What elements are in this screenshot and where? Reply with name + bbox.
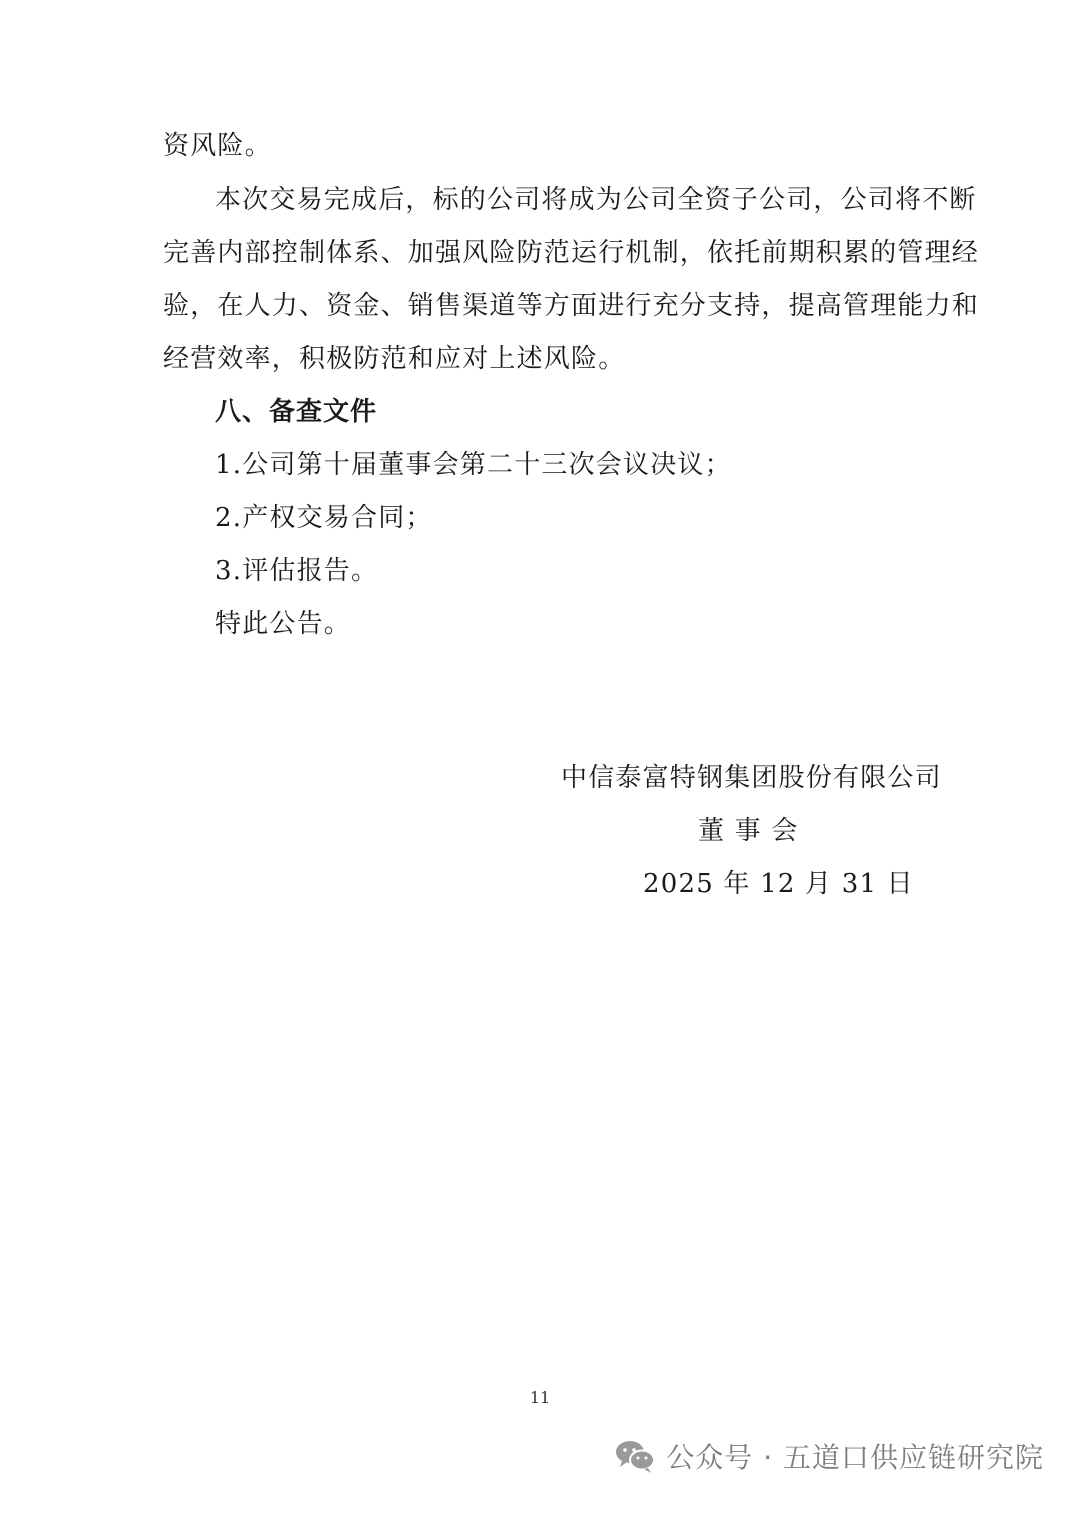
section-heading: 八、备查文件 xyxy=(215,397,378,427)
attachment-item: 1.公司第十届董事会第二十三次会议决议； xyxy=(215,450,732,480)
signature-board: 董 事 会 xyxy=(698,816,799,846)
watermark xyxy=(614,1436,1044,1476)
signature-date: 2025 年 12 月 31 日 xyxy=(643,869,914,899)
watermark-text: 公众号 · 五道口供应链研究院 xyxy=(666,1441,1044,1474)
paragraph-line: 本次交易完成后，标的公司将成为公司全资子公司，公司将不断 xyxy=(215,185,977,215)
wechat-icon xyxy=(614,1438,656,1474)
paragraph-line: 验，在人力、资金、销售渠道等方面进行充分支持，提高管理能力和 xyxy=(163,291,980,321)
signature-company: 中信泰富特钢集团股份有限公司 xyxy=(561,763,942,793)
paragraph-line: 完善内部控制体系、加强风险防范运行机制，依托前期积累的管理经 xyxy=(163,238,980,268)
page-number: 11 xyxy=(529,1388,551,1407)
paragraph-line: 资风险。 xyxy=(163,131,272,161)
paragraph-line: 经营效率，积极防范和应对上述风险。 xyxy=(163,344,626,374)
closing-text: 特此公告。 xyxy=(215,609,352,639)
attachment-item: 3.评估报告。 xyxy=(215,556,379,586)
attachment-item: 2.产权交易合同； xyxy=(215,503,433,533)
